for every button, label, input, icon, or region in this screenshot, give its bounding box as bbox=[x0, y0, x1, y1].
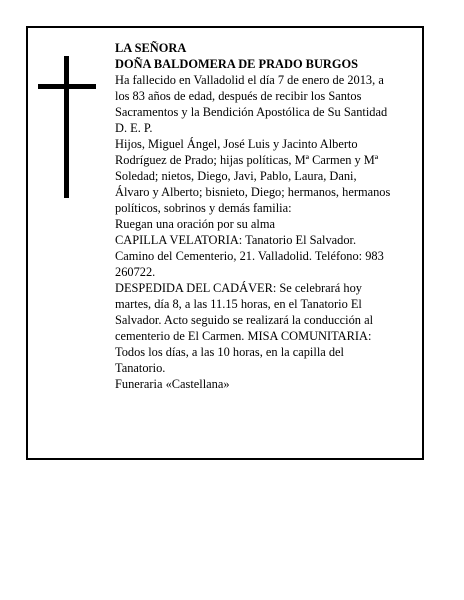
notice-text bbox=[115, 40, 421, 392]
chapel-info: CAPILLA VELATORIA: Tanatorio El Salvador. Camino del Cementerio, 21. Valladolid. Teléfono: 983 260722. bbox=[115, 233, 384, 279]
death-announcement: Ha fallecido en Valladolid el día 7 de enero de 2013, a los 83 años de edad, después de recibir los Santos Sacramentos y la Bendición Apostólica de Su Santidad D. E. P. bbox=[115, 73, 388, 135]
farewell-info: DESPEDIDA DEL CADÁVER: Se celebrará hoy martes, día 8, a las 11.15 horas, en el Tanatorio El Salvador. Acto seguido se realizará la conducción al cementerio de El Carmen. MISA COMUNITARIA: Todos los días, a las 10 horas, en la capilla del Tanatorio. bbox=[115, 281, 374, 375]
prayer-request: Ruegan una oración por su alma bbox=[115, 217, 275, 231]
cross-horizontal-bar bbox=[38, 84, 96, 89]
notice-heading-line1: LA SEÑORA bbox=[115, 41, 187, 55]
obituary-notice bbox=[26, 26, 424, 460]
cross-vertical-bar bbox=[64, 56, 69, 198]
funeral-home: Funeraria «Castellana» bbox=[115, 377, 230, 391]
cross-icon bbox=[38, 56, 98, 198]
family-list: Hijos, Miguel Ángel, José Luis y Jacinto Alberto Rodríguez de Prado; hijas políticas, Mª Carmen y Mª Soledad; nietos, Diego, Javi, Pablo, Laura, Dani, Álvaro y Alberto; bisnieto, Diego; hermanos, hermanos políticos, sobrinos y demás familia: bbox=[115, 137, 391, 215]
deceased-name: DOÑA BALDOMERA DE PRADO BURGOS bbox=[115, 57, 359, 71]
